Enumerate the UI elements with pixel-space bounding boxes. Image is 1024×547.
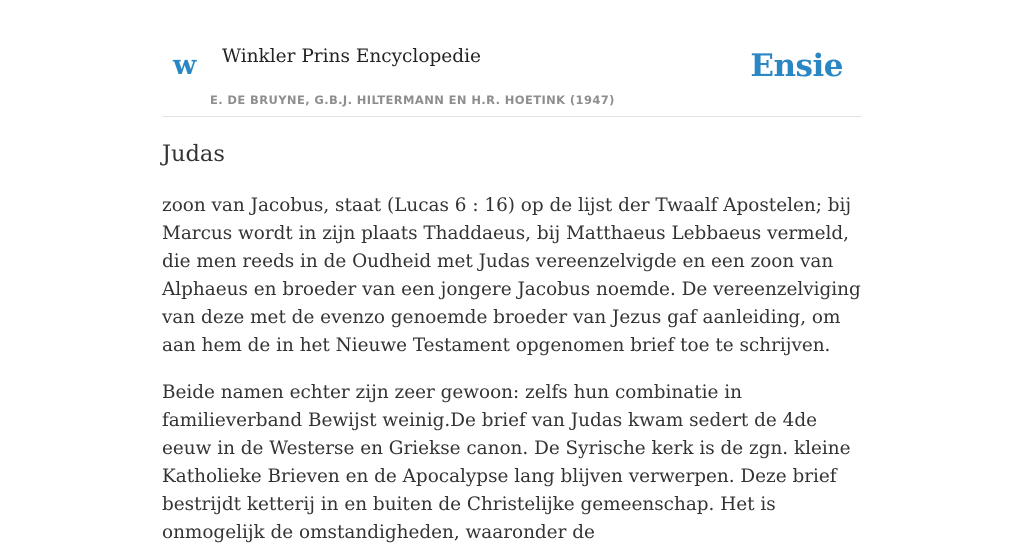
source-header (162, 0, 862, 117)
source-authors: E. DE BRUYNE, G.B.J. HILTERMANN EN H.R. HOETINK (1947) (210, 93, 615, 107)
source-title[interactable]: Winkler Prins Encyclopedie (222, 46, 481, 67)
article-body (162, 192, 862, 547)
article-paragraph: zoon van Jacobus, staat (Lucas 6 : 16) op de lijst der Twaalf Apostelen; bij Marcus wordt in zijn plaats Thaddaeus, bij Matthaeus Lebbaeus vermeld, die men reeds in de Oudheid met Judas vereenzelvigde en een zoon van Alphaeus en broeder van een jongere Jacobus noemde. De vereenzelviging van deze met de evenzo genoemde broeder van Jezus gaf aanleiding, om aan hem de in het Nieuwe Testament opgenomen brief toe te schrijven. (162, 195, 861, 356)
ensie-logo[interactable]: Ensie (750, 48, 843, 84)
article (162, 138, 862, 547)
article-title: Judas (162, 141, 225, 167)
source-logo-icon[interactable]: w (173, 50, 197, 81)
article-paragraph: Beide namen echter zijn zeer gewoon: zelfs hun combinatie in familieverband Bewijst weinig.De brief van Judas kwam sedert de 4de eeuw in de Westerse en Griekse canon. De Syrische kerk is de zgn. kleine Katholieke Brieven en de Apocalypse lang blijven verwerpen. Deze brief bestrijdt ketterij in en buiten de Christelijke gemeenschap. Het is onmogelijk de omstandigheden, waaronder de (162, 382, 851, 543)
